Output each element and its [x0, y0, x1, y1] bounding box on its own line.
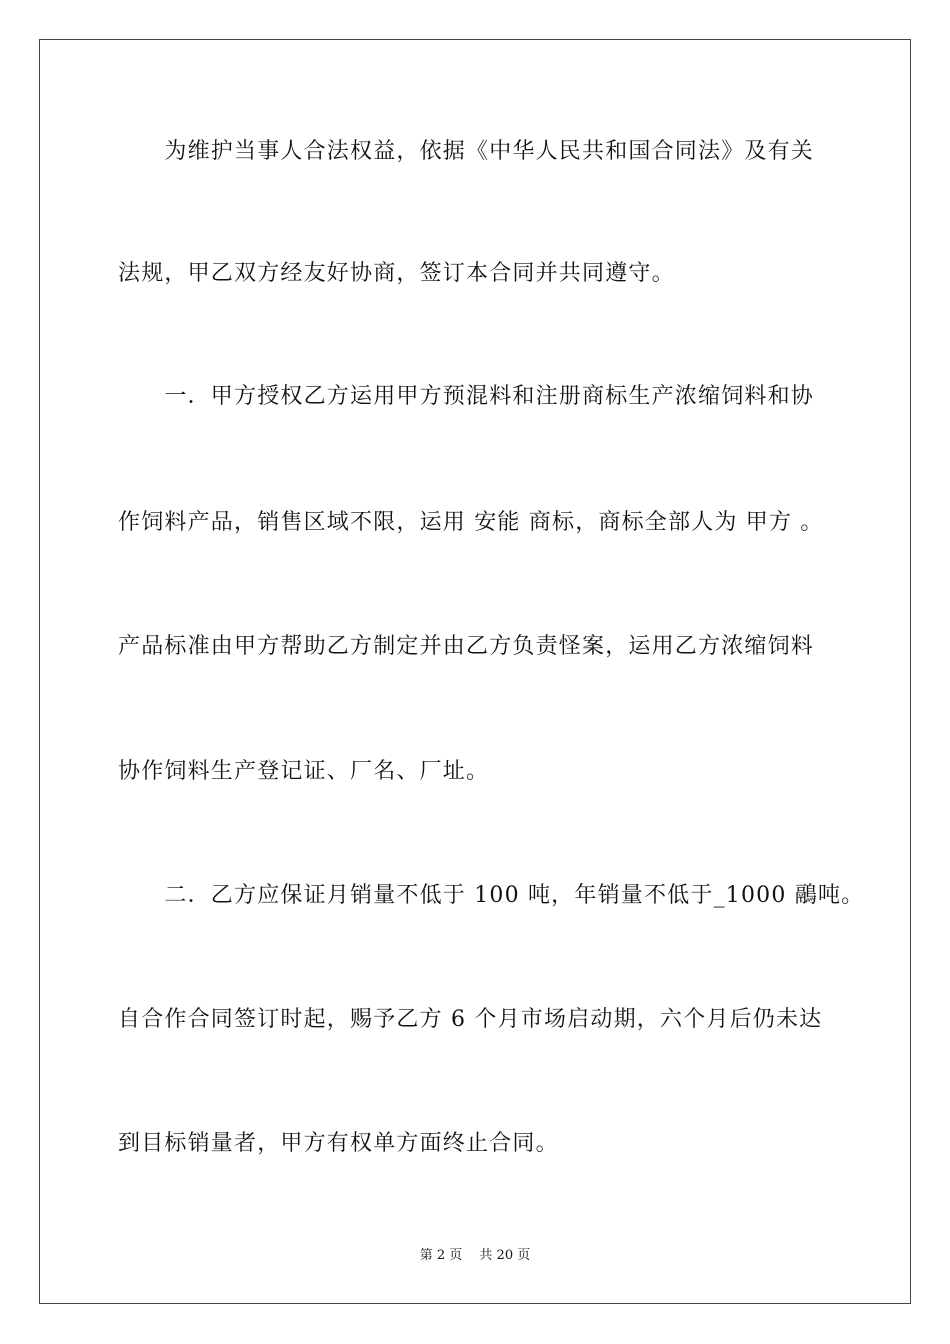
page-border: [39, 39, 911, 1304]
text-line: 二．乙方应保证月销量不低于 100 吨，年销量不低于_1000 鷊吨。: [118, 883, 865, 908]
text-line: 到目标销量者，甲方有权单方面终止合同。: [118, 1131, 559, 1156]
text-line: 法规，甲乙双方经友好协商，签订本合同并共同遵守。: [118, 261, 675, 286]
text-line: 作饲料产品，销售区域不限，运用 安能 商标，商标全部人为 甲方 。: [118, 510, 824, 535]
text-line: 协作饲料生产登记证、厂名、厂址。: [118, 759, 490, 784]
text-line: 自合作合同签订时起，赐予乙方 6 个月市场启动期，六个月后仍未达: [118, 1007, 823, 1032]
text-line: 一．甲方授权乙方运用甲方预混料和注册商标生产浓缩饲料和协: [118, 384, 815, 409]
text-line: 为维护当事人合法权益，依据《中华人民共和国合同法》及有关: [118, 139, 815, 164]
page-number: 第 2 页 共 20 页: [419, 1248, 531, 1263]
text-line: 产品标准由甲方帮助乙方制定并由乙方负责怪案，运用乙方浓缩饲料: [118, 634, 815, 659]
